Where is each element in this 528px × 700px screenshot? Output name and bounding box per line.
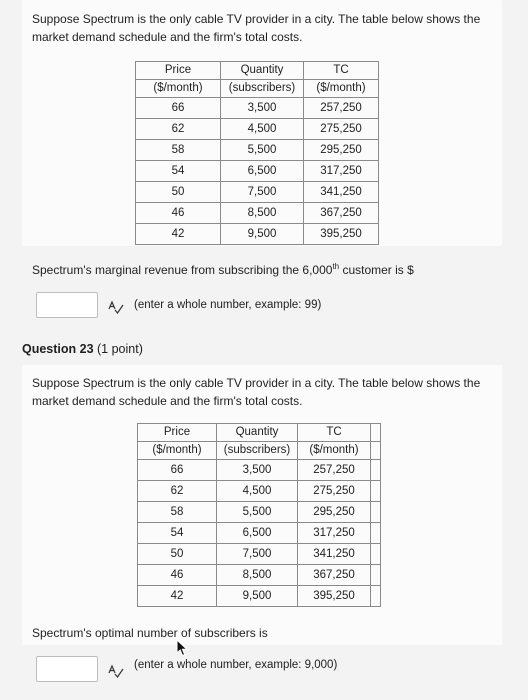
cell-price: 62 (136, 119, 221, 140)
cell-price: 42 (138, 586, 217, 607)
cell-price: 54 (136, 161, 221, 182)
table-extra-column (371, 544, 381, 565)
cell-quantity: 6,500 (221, 161, 304, 182)
table-header-row-units (138, 442, 381, 460)
table-row (136, 98, 379, 119)
cell-price: 66 (138, 460, 217, 481)
cell-quantity: 9,500 (221, 224, 304, 245)
cell-price: 42 (136, 224, 221, 245)
question-23-title (22, 342, 143, 356)
table-row (136, 119, 379, 140)
question-1-hint: (enter a whole number, example: 99) (134, 299, 322, 311)
question-1-intro (32, 10, 480, 46)
header-quantity-unit: (subscribers) (217, 442, 298, 460)
header-tc-unit: ($/month) (304, 80, 379, 98)
header-price: Price (138, 424, 217, 442)
prompt-text: Spectrum's marginal revenue from subscribing the 6,000 (32, 263, 333, 277)
cell-quantity: 8,500 (217, 565, 298, 586)
cell-quantity: 3,500 (221, 98, 304, 119)
spellcheck-icon[interactable] (108, 300, 124, 314)
table-header-row (136, 62, 379, 80)
cell-quantity: 5,500 (221, 140, 304, 161)
table-row (138, 460, 381, 481)
cell-tc: 275,250 (304, 119, 379, 140)
table-row (138, 586, 381, 607)
header-tc-unit: ($/month) (298, 442, 371, 460)
mouse-pointer-icon (176, 639, 188, 657)
header-price: Price (136, 62, 221, 80)
intro-line-1: Suppose Spectrum is the only cable TV provider in a city. The table below shows the (32, 376, 481, 390)
cell-quantity: 7,500 (221, 182, 304, 203)
cell-quantity: 8,500 (221, 203, 304, 224)
header-tc: TC (304, 62, 379, 80)
cell-tc: 395,250 (304, 224, 379, 245)
answer-input-2[interactable] (36, 656, 98, 682)
cell-price: 50 (136, 182, 221, 203)
cell-price: 50 (138, 544, 217, 565)
cell-tc: 341,250 (304, 182, 379, 203)
cell-tc: 367,250 (304, 203, 379, 224)
header-quantity: Quantity (221, 62, 304, 80)
cell-quantity: 3,500 (217, 460, 298, 481)
question-points: (1 point) (93, 342, 143, 356)
table-row (136, 161, 379, 182)
cell-quantity: 5,500 (217, 502, 298, 523)
table-extra-column (371, 460, 381, 481)
table-row (136, 203, 379, 224)
cell-price: 46 (136, 203, 221, 224)
cell-price: 54 (138, 523, 217, 544)
table-row (138, 565, 381, 586)
cell-quantity: 9,500 (217, 586, 298, 607)
cell-tc: 257,250 (298, 460, 371, 481)
question-23-intro (32, 374, 480, 410)
cell-tc: 257,250 (304, 98, 379, 119)
table-extra-column (371, 523, 381, 544)
cell-tc: 317,250 (304, 161, 379, 182)
cell-tc: 275,250 (298, 481, 371, 502)
table-extra-column (371, 586, 381, 607)
table-extra-column (371, 442, 381, 460)
table-header-row-units (136, 80, 379, 98)
cell-quantity: 4,500 (221, 119, 304, 140)
prompt-text-end: customer is $ (339, 263, 414, 277)
header-quantity: Quantity (217, 424, 298, 442)
table-header-row (138, 424, 381, 442)
table-row (136, 224, 379, 245)
table-row (138, 523, 381, 544)
table-extra-column (371, 424, 381, 442)
intro-line-2: market demand schedule and the firm's total costs. (32, 394, 303, 408)
table-extra-column (371, 481, 381, 502)
question-23-hint: (enter a whole number, example: 9,000) (134, 659, 338, 671)
table-extra-column (371, 502, 381, 523)
header-price-unit: ($/month) (136, 80, 221, 98)
cell-price: 58 (138, 502, 217, 523)
cell-price: 58 (136, 140, 221, 161)
schedule-table-1 (135, 61, 379, 245)
cell-price: 66 (136, 98, 221, 119)
cell-price: 46 (138, 565, 217, 586)
table-row (138, 502, 381, 523)
header-price-unit: ($/month) (138, 442, 217, 460)
cell-tc: 295,250 (298, 502, 371, 523)
table-extra-column (371, 565, 381, 586)
table-row (138, 481, 381, 502)
cell-tc: 367,250 (298, 565, 371, 586)
prompt-superscript: th (332, 262, 340, 271)
cell-price: 62 (138, 481, 217, 502)
intro-line-2: market demand schedule and the firm's total costs. (32, 30, 303, 44)
schedule-table-2 (137, 423, 381, 607)
cell-tc: 341,250 (298, 544, 371, 565)
question-23-prompt: Spectrum's optimal number of subscribers is (32, 626, 268, 640)
spellcheck-icon[interactable] (108, 664, 124, 678)
cell-quantity: 4,500 (217, 481, 298, 502)
header-quantity-unit: (subscribers) (221, 80, 304, 98)
question-number: Question 23 (22, 342, 94, 356)
cell-tc: 295,250 (304, 140, 379, 161)
intro-line-1: Suppose Spectrum is the only cable TV provider in a city. The table below shows the (32, 12, 481, 26)
cell-quantity: 7,500 (217, 544, 298, 565)
header-tc: TC (298, 424, 371, 442)
cell-quantity: 6,500 (217, 523, 298, 544)
table-row (136, 140, 379, 161)
question-1-prompt (32, 261, 414, 279)
cell-tc: 317,250 (298, 523, 371, 544)
table-row (138, 544, 381, 565)
cell-tc: 395,250 (298, 586, 371, 607)
answer-input-1[interactable] (36, 292, 98, 318)
table-row (136, 182, 379, 203)
